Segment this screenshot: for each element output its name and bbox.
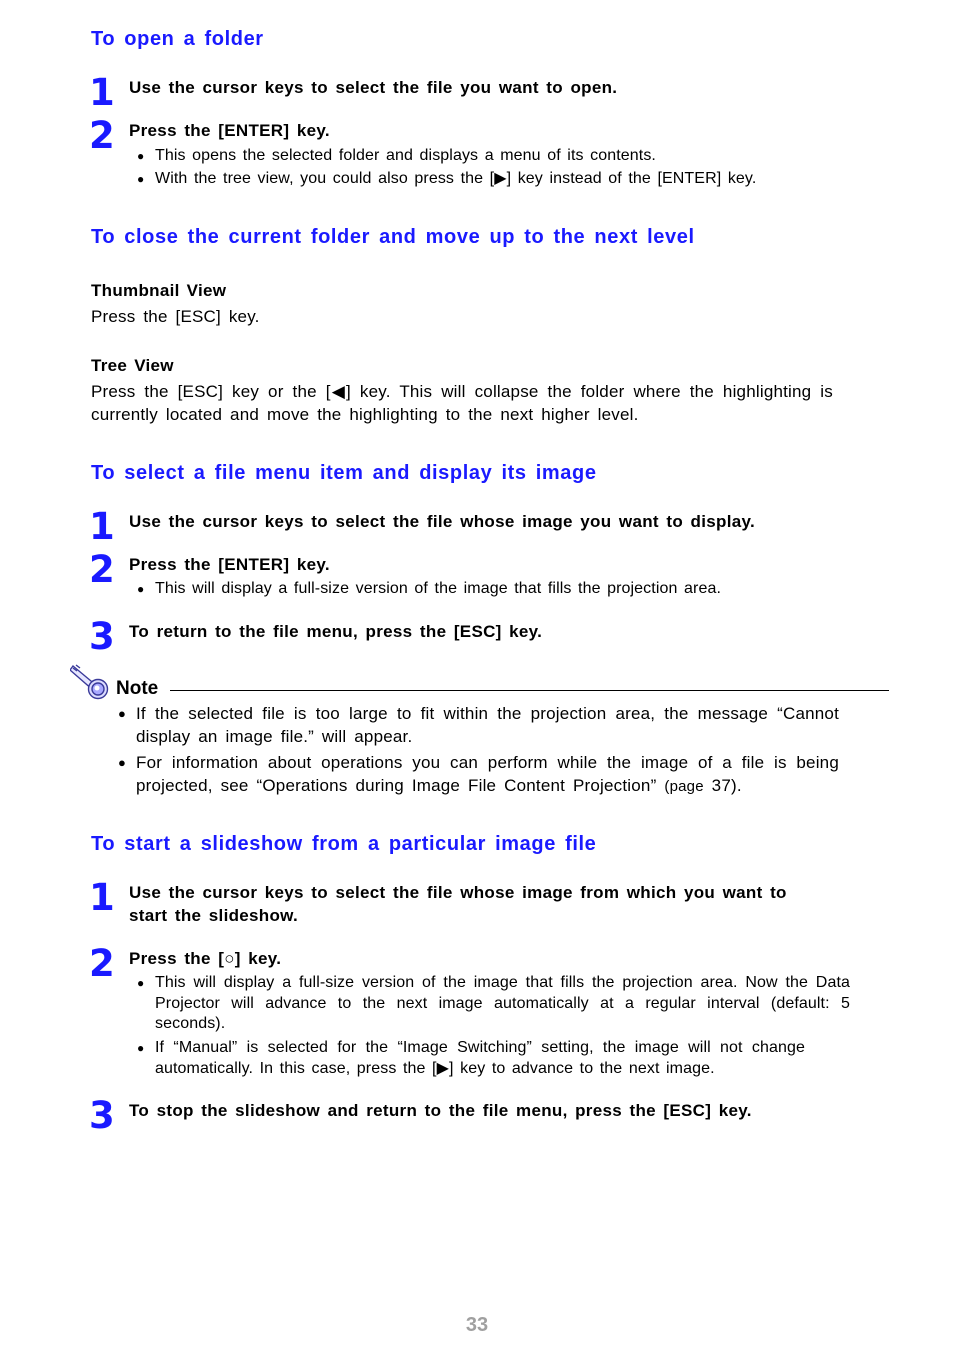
step-text: Use the cursor keys to select the file whose image from which you want to start the slideshow. (129, 883, 787, 925)
bullet-icon: ● (137, 582, 145, 596)
step-number-1: 1 (89, 505, 114, 548)
subheading-thumbnail-view: Thumbnail View (91, 281, 227, 300)
step-text: Press the [ENTER] key. (129, 121, 330, 140)
step-text: Use the cursor keys to select the file whose image you want to display. (129, 512, 755, 531)
step-text: To return to the file menu, press the [ESC] key. (129, 622, 543, 641)
bullet-icon: ● (137, 976, 145, 990)
bullet-text: This will display a full-size version of the image that fills the projection area. (155, 580, 721, 597)
step-number-2: 2 (89, 548, 114, 591)
bullet-icon: ● (137, 1041, 145, 1055)
note-divider (170, 690, 889, 691)
step-number-2: 2 (89, 114, 114, 157)
step-number-2: 2 (89, 942, 114, 985)
heading-select-file: To select a file menu item and display its image (91, 462, 597, 484)
bullet-text: This opens the selected folder and displays a menu of its contents. (155, 147, 656, 164)
bullet-text: This will display a full-size version of the image that fills the projection area. Now the Data Projector will advance to the next image automatically at a regular interval (default: 5 seconds). (155, 974, 850, 1032)
step-number-1: 1 (89, 71, 114, 114)
bullet-icon: ● (118, 755, 126, 770)
step-text: Press the [ENTER] key. (129, 555, 330, 574)
bullet-icon: ● (137, 149, 145, 163)
heading-start-slideshow: To start a slideshow from a particular image file (91, 833, 597, 855)
step-text: To stop the slideshow and return to the file menu, press the [ESC] key. (129, 1101, 752, 1120)
heading-close-folder: To close the current folder and move up to the next level (91, 226, 695, 248)
step-number-3: 3 (89, 1094, 114, 1137)
step-text: Press the [○] key. (129, 949, 282, 968)
note-label: Note (116, 678, 159, 699)
note-item (136, 751, 839, 798)
page-reference-number: 37). (703, 776, 742, 795)
thumbnail-view-text: Press the [ESC] key. (91, 307, 260, 326)
note-item: If the selected file is too large to fit within the projection area, the message “Cannot display an image file.” will appear. (136, 704, 839, 746)
bullet-icon: ● (137, 172, 145, 186)
note-pencil-icon (70, 662, 112, 700)
bullet-text: With the tree view, you could also press the [▶] key instead of the [ENTER] key. (155, 170, 757, 187)
subheading-tree-view: Tree View (91, 356, 174, 375)
note-item-text: For information about operations you can perform while the image of a file is being projected, see “Operations during Image File Content Projection” (136, 753, 839, 795)
bullet-icon: ● (118, 706, 126, 721)
step-text: Use the cursor keys to select the file you want to open. (129, 78, 618, 97)
heading-open-folder: To open a folder (91, 28, 264, 50)
step-number-3: 3 (89, 615, 114, 658)
page-reference: (page (664, 778, 704, 795)
tree-view-text: Press the [ESC] key or the [◀] key. This will collapse the folder where the highlighting is currently located and move the highlighting to the next higher level. (91, 382, 833, 424)
step-number-1: 1 (89, 876, 114, 919)
page-number: 33 (465, 1314, 489, 1336)
bullet-text: If “Manual” is selected for the “Image Switching” setting, the image will not change automatically. In this case, press the [▶] key to advance to the next image. (155, 1039, 805, 1077)
